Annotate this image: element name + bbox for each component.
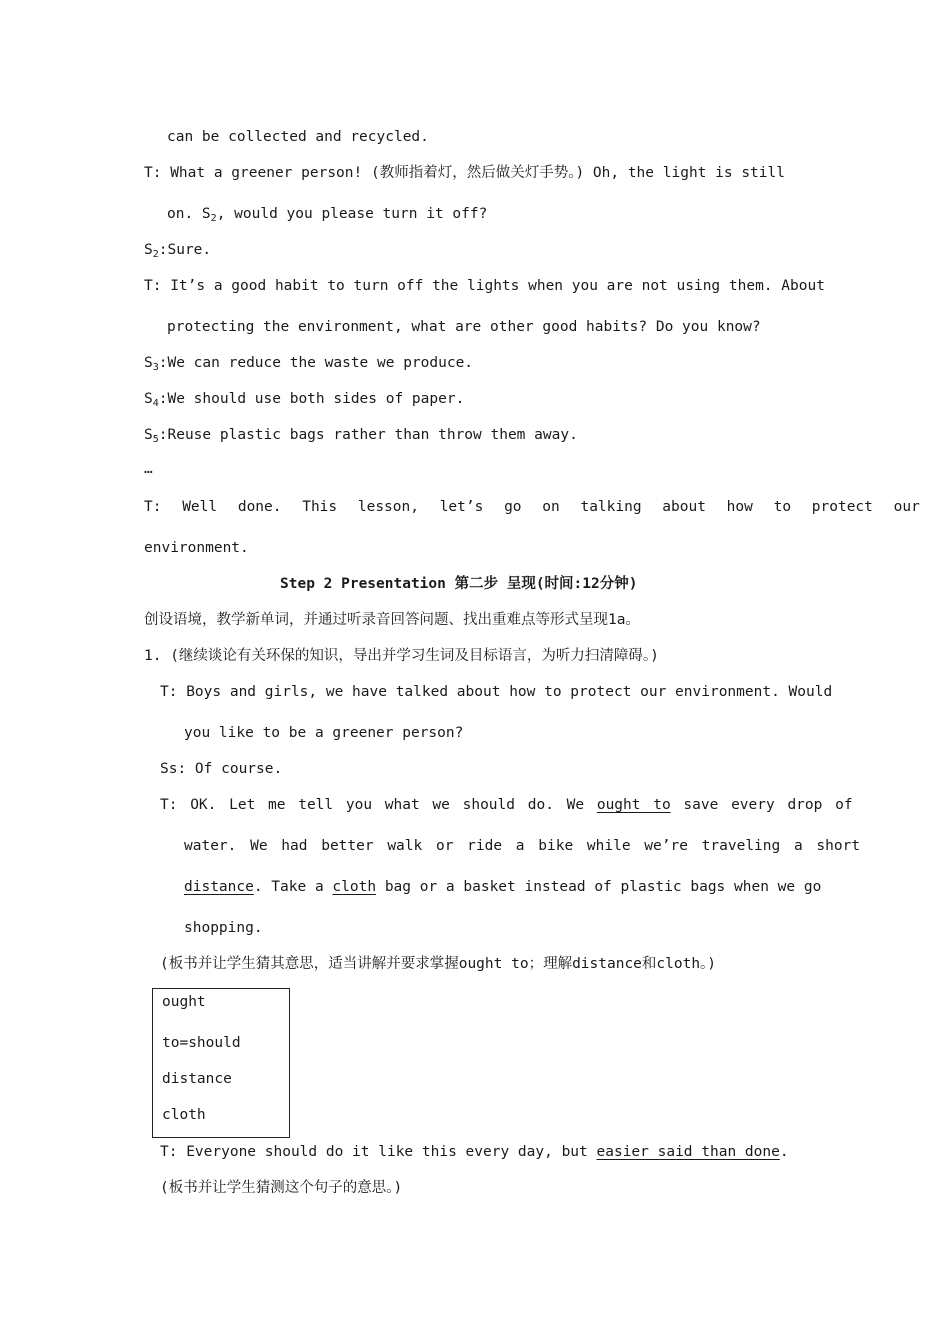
vocab-term: distance <box>184 879 254 895</box>
text-fragment: S <box>144 427 153 443</box>
text-fragment: T: It’s a good habit to turn off the lights when you are not using them. About <box>144 278 825 294</box>
text-fragment: S <box>144 242 153 258</box>
text-fragment: T: Well done. This lesson, let’s go on talking about how to protect our <box>144 499 920 515</box>
text-fragment: :We should use both sides of paper. <box>158 391 465 407</box>
text-fragment: S <box>144 355 153 371</box>
vocab-word: distance <box>162 1071 232 1087</box>
idiom-phrase: easier said than done <box>596 1144 780 1160</box>
text-line: shopping. <box>184 920 263 936</box>
text-line-student <box>144 240 211 260</box>
text-fragment: on. S <box>167 206 211 222</box>
text-line-student <box>144 425 578 445</box>
text-line: 创设语境，教学新单词，并通过听录音回答问题、找出重难点等形式呈现1a。 <box>144 612 640 628</box>
text-fragment: T: Everyone should do it like this every day, but <box>160 1144 597 1160</box>
text-fragment: T: What a greener person! (教师指着灯，然后做关灯手势。) Oh, the light is still <box>144 165 785 181</box>
subscript: 2 <box>152 249 159 260</box>
subscript: 3 <box>152 362 159 373</box>
text-line: environment. <box>144 540 249 556</box>
blackboard-vocab-box <box>152 988 290 1138</box>
text-line <box>184 877 821 897</box>
text-line: can be collected and recycled. <box>167 129 429 145</box>
text-fragment: :Reuse plastic bags rather than throw them away. <box>158 427 578 443</box>
text-fragment: bag or a basket instead of plastic bags when we go <box>384 879 822 895</box>
text-fragment: :Sure. <box>158 242 212 258</box>
section-heading: Step 2 Presentation 第二步 呈现(时间:12分钟) <box>280 576 638 592</box>
text-line-teacher <box>160 1142 789 1162</box>
text-line: protecting the environment, what are other good habits? Do you know? <box>167 319 761 335</box>
teacher-note: (板书并让学生猜测这个句子的意思。) <box>160 1180 403 1196</box>
text-fragment: S <box>144 391 153 407</box>
vocab-word: cloth <box>162 1107 206 1123</box>
text-fragment: :We can reduce the waste we produce. <box>158 355 474 371</box>
text-fragment: T: OK. Let me tell you what we should do. We <box>160 797 585 813</box>
vocab-word: ought <box>162 994 206 1010</box>
subscript: 4 <box>152 398 159 409</box>
subscript: 5 <box>152 434 159 445</box>
text-line-teacher: T: Boys and girls, we have talked about how to protect our environment. Would <box>160 684 833 700</box>
text-fragment: . <box>779 1144 789 1160</box>
subscript: 2 <box>210 213 217 224</box>
text-line-students: Ss: Of course. <box>160 761 283 777</box>
text-line-teacher <box>160 795 853 815</box>
text-line: you like to be a greener person? <box>184 725 464 741</box>
text-line-teacher <box>144 497 920 517</box>
ellipsis: … <box>144 461 153 477</box>
text-line-teacher <box>144 276 825 296</box>
vocab-term: cloth <box>332 879 377 895</box>
text-fragment: save every drop of <box>683 797 853 813</box>
text-line-student <box>144 389 464 409</box>
vocab-word: to=should <box>162 1035 241 1051</box>
text-fragment: . Take a <box>253 879 324 895</box>
text-line-student <box>144 353 473 373</box>
text-line <box>167 204 487 224</box>
text-line: water. We had better walk or ride a bike while we’re traveling a short <box>184 838 861 854</box>
vocab-term: ought to <box>596 797 671 813</box>
teacher-note: (板书并让学生猜其意思，适当讲解并要求掌握ought to；理解distance和cloth。) <box>160 956 717 972</box>
text-line-teacher <box>144 163 806 183</box>
list-item: 1. (继续谈论有关环保的知识，导出并学习生词及目标语言，为听力扫清障碍。) <box>144 648 659 664</box>
text-fragment: , would you please turn it off? <box>216 206 488 222</box>
